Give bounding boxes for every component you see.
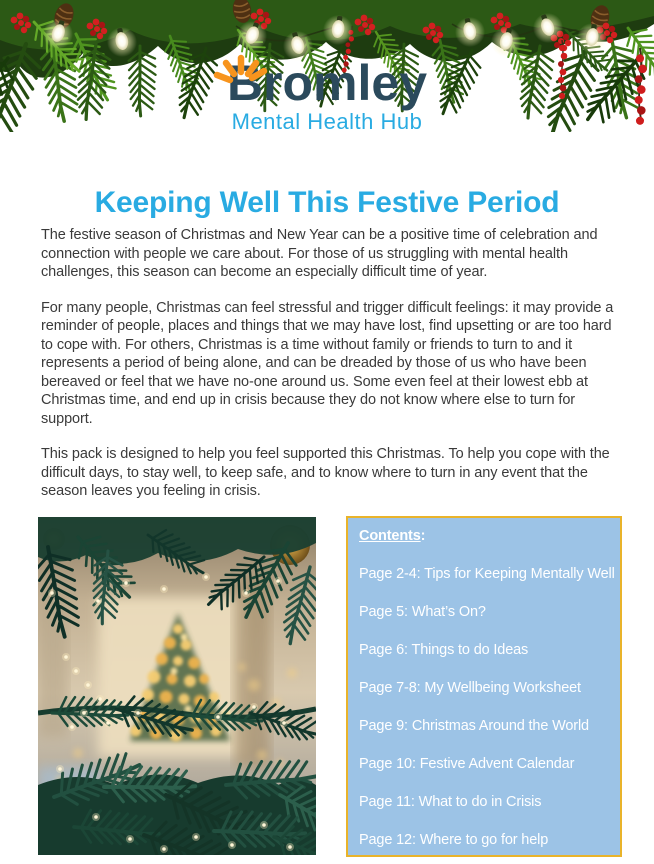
intro-paragraph-2: For many people, Christmas can feel stressful and trigger difficult feelings: it may provide a reminder of people, places and things that we may have lost, find upsetting or are too hard to cope with. For others, Christmas is a time without family or friends to turn to and it represents a period of being alone, and can be dreaded by those of us who have been bereaved or feel that we have no-one around us. Some even feel at their lowest ebb at Christmas time, and end up in crisis because they do not know where else to turn for support. bbox=[41, 299, 614, 427]
contents-box bbox=[346, 516, 622, 857]
logo-name: Bromley bbox=[226, 55, 428, 111]
contents-heading-text: Contents bbox=[359, 528, 421, 544]
toc-item: Page 10: Festive Advent Calendar bbox=[359, 756, 575, 772]
logo-tagline: Mental Health Hub bbox=[231, 109, 423, 134]
toc-item: Page 11: What to do in Crisis bbox=[359, 794, 542, 810]
toc-item: Page 2-4: Tips for Keeping Mentally Well bbox=[359, 566, 615, 582]
toc-item: Page 12: Where to go for help bbox=[359, 832, 549, 848]
toc-item: Page 6: Things to do Ideas bbox=[359, 642, 529, 658]
intro-paragraph-3: This pack is designed to help you feel supported this Christmas. To help you cope with the difficult days, to stay well, to keep safe, and to know where to turn in any event that the season leaves you feeling in crisis. bbox=[41, 446, 610, 499]
intro-paragraph-1: The festive season of Christmas and New Year can be a positive time of celebration and connection with people we care about. For those of us struggling with mental health challenges, this season can become an especially difficult time of year. bbox=[41, 227, 598, 280]
christmas-tree-photo bbox=[38, 517, 316, 855]
page-title: Keeping Well This Festive Period bbox=[94, 186, 560, 220]
intro-text bbox=[41, 226, 619, 518]
contents-heading bbox=[359, 528, 610, 545]
toc-item: Page 7-8: My Wellbeing Worksheet bbox=[359, 680, 581, 696]
toc-item: Page 5: What’s On? bbox=[359, 604, 486, 620]
bromley-logo bbox=[0, 55, 654, 135]
sun-rays-icon bbox=[213, 44, 271, 90]
contents-heading-colon: : bbox=[420, 528, 426, 544]
toc-item: Page 9: Christmas Around the World bbox=[359, 718, 589, 734]
